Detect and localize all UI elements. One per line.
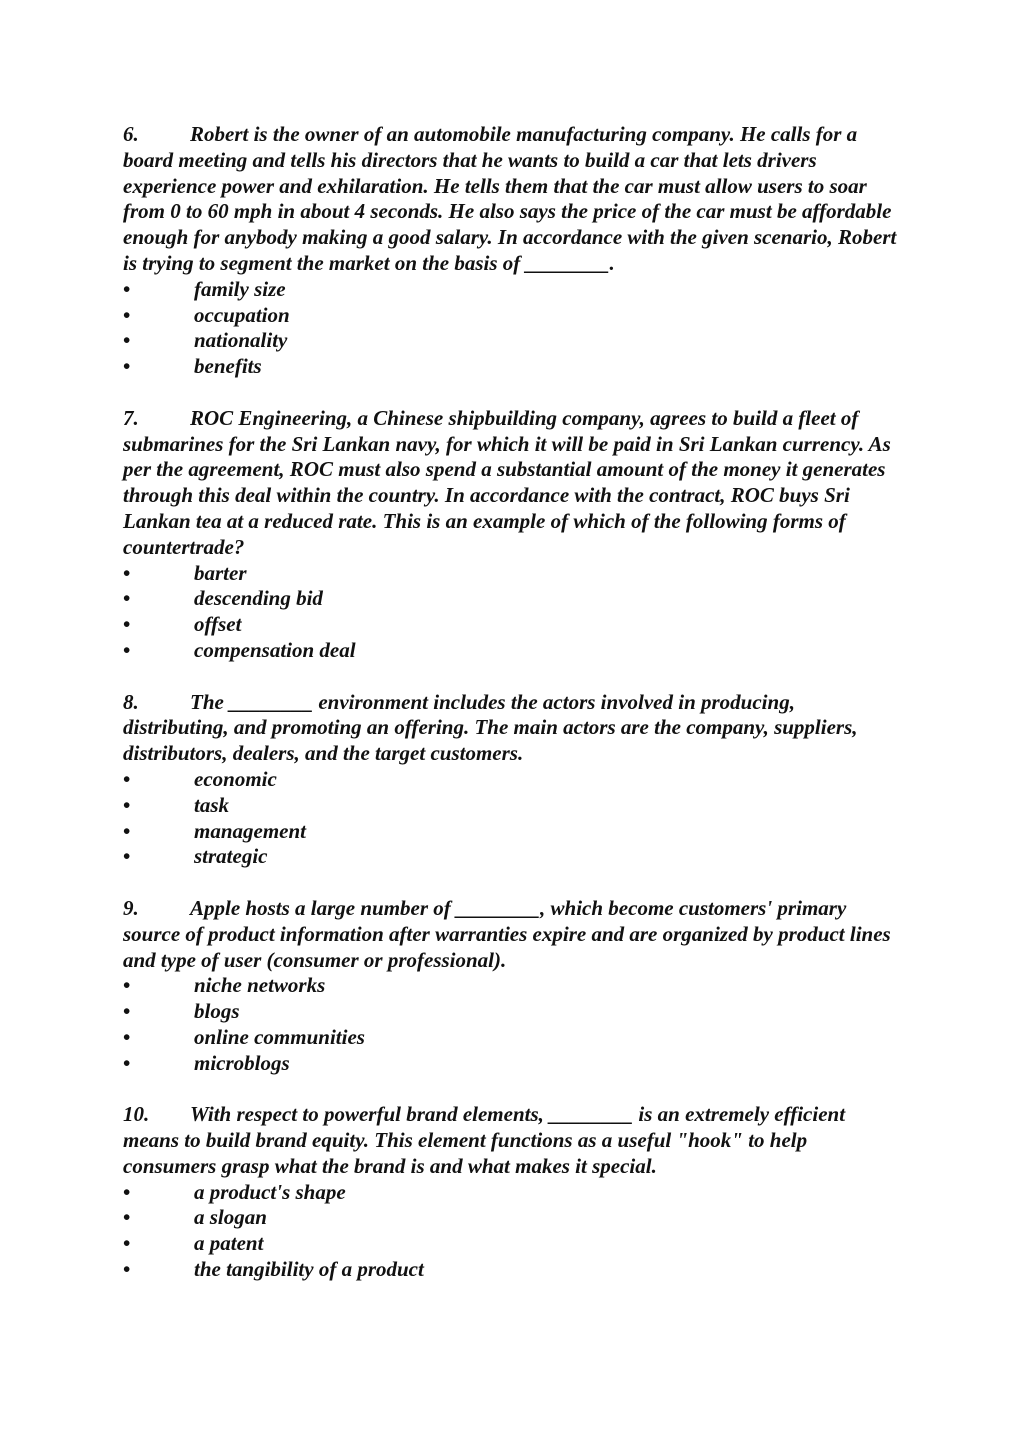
bullet-icon: • — [123, 973, 131, 998]
bullet-icon: • — [123, 1231, 131, 1256]
answer-option — [123, 638, 898, 664]
bullet-icon: • — [123, 354, 131, 379]
answer-option — [123, 277, 898, 303]
answer-option — [123, 1205, 898, 1231]
answer-option — [123, 1257, 898, 1283]
bullet-icon: • — [123, 844, 131, 869]
question-number: 6. — [123, 122, 139, 146]
answer-option — [123, 561, 898, 587]
bullet-icon: • — [123, 276, 131, 301]
option-text: occupation — [194, 302, 290, 327]
answer-options — [123, 973, 898, 1076]
question-number: 7. — [123, 405, 139, 430]
option-text: a slogan — [194, 1205, 267, 1230]
bullet-icon: • — [123, 302, 131, 327]
option-text: management — [194, 818, 307, 843]
option-text: family size — [194, 276, 286, 301]
answer-option — [123, 819, 898, 845]
answer-option — [123, 612, 898, 638]
bullet-icon: • — [123, 1050, 131, 1075]
option-text: strategic — [194, 844, 268, 869]
question-number: 10. — [123, 1102, 150, 1127]
question-7 — [123, 406, 898, 664]
answer-option — [123, 999, 898, 1025]
answer-option — [123, 1180, 898, 1206]
answer-option — [123, 793, 898, 819]
option-text: microblogs — [194, 1050, 290, 1075]
option-text: compensation deal — [194, 637, 356, 662]
option-text: niche networks — [194, 973, 326, 998]
option-text: descending bid — [194, 586, 323, 611]
bullet-icon: • — [123, 1205, 131, 1230]
bullet-icon: • — [123, 560, 131, 585]
bullet-icon: • — [123, 818, 131, 843]
answer-option — [123, 1025, 898, 1051]
answer-option — [123, 328, 898, 354]
question-text: With respect to powerful brand elements, ________ is an extremely efficient means to build brand equity. This element functions as a useful "hook" to help consumers grasp what the brand is and what makes it special. — [123, 1102, 846, 1178]
answer-options — [123, 561, 898, 664]
bullet-icon: • — [123, 1179, 131, 1204]
bullet-icon: • — [123, 637, 131, 662]
question-text: Robert is the owner of an automobile manufacturing company. He calls for a board meeting and tells his directors that he wants to build a car that lets drivers experience power and exhilaration. He tells them that the car must allow users to soar from 0 to 60 mph in about 4 seconds. He also says the price of the car must be affordable enough for anybody making a good salary. In accordance with the given scenario, Robert is trying to segment the market on the basis of ________. — [123, 122, 897, 275]
option-text: economic — [194, 766, 277, 791]
option-text: the tangibility of a product — [194, 1257, 424, 1282]
answer-option — [123, 586, 898, 612]
answer-option — [123, 354, 898, 380]
bullet-icon: • — [123, 612, 131, 637]
question-9 — [123, 896, 898, 1077]
question-stem — [123, 1102, 898, 1179]
question-number: 8. — [123, 689, 139, 714]
option-text: nationality — [194, 328, 288, 353]
option-text: barter — [194, 560, 247, 585]
answer-options — [123, 277, 898, 380]
option-text: a product's shape — [194, 1179, 346, 1204]
question-stem — [123, 896, 898, 973]
question-text: ROC Engineering, a Chinese shipbuilding company, agrees to build a fleet of submarines for the Sri Lankan navy, for which it will be paid in Sri Lankan currency. As per the agreement, ROC must also spend a substantial amount of the money it generates through this deal within the country. In accordance with the contract, ROC buys Sri Lankan tea at a reduced rate. This is an example of which of the following forms of countertrade? — [123, 405, 891, 559]
bullet-icon: • — [123, 1257, 131, 1282]
bullet-icon: • — [123, 999, 131, 1024]
question-text: Apple hosts a large number of ________, which become customers' primary source of product information after warranties expire and are organized by product lines and type of user (consumer or professional). — [123, 895, 891, 972]
answer-option — [123, 303, 898, 329]
question-8 — [123, 690, 898, 871]
answer-option — [123, 844, 898, 870]
option-text: a patent — [194, 1231, 264, 1256]
option-text: task — [194, 792, 230, 817]
answer-options — [123, 767, 898, 870]
option-text: blogs — [194, 999, 240, 1024]
question-stem — [123, 122, 898, 277]
answer-option — [123, 1051, 898, 1077]
document-page — [123, 122, 898, 1309]
bullet-icon: • — [123, 792, 131, 817]
question-stem — [123, 406, 898, 561]
question-text: The ________ environment includes the actors involved in producing, distributing, and promoting an offering. The main actors are the company, suppliers, distributors, dealers, and the target customers. — [123, 689, 858, 766]
question-number: 9. — [123, 895, 139, 920]
question-6 — [123, 122, 898, 380]
question-10 — [123, 1102, 898, 1283]
answer-option — [123, 1231, 898, 1257]
option-text: online communities — [194, 1024, 365, 1049]
option-text: offset — [194, 612, 242, 637]
bullet-icon: • — [123, 1024, 131, 1049]
bullet-icon: • — [123, 766, 131, 791]
answer-options — [123, 1180, 898, 1283]
bullet-icon: • — [123, 586, 131, 611]
question-stem — [123, 690, 898, 767]
bullet-icon: • — [123, 328, 131, 353]
answer-option — [123, 973, 898, 999]
option-text: benefits — [194, 354, 262, 379]
answer-option — [123, 767, 898, 793]
